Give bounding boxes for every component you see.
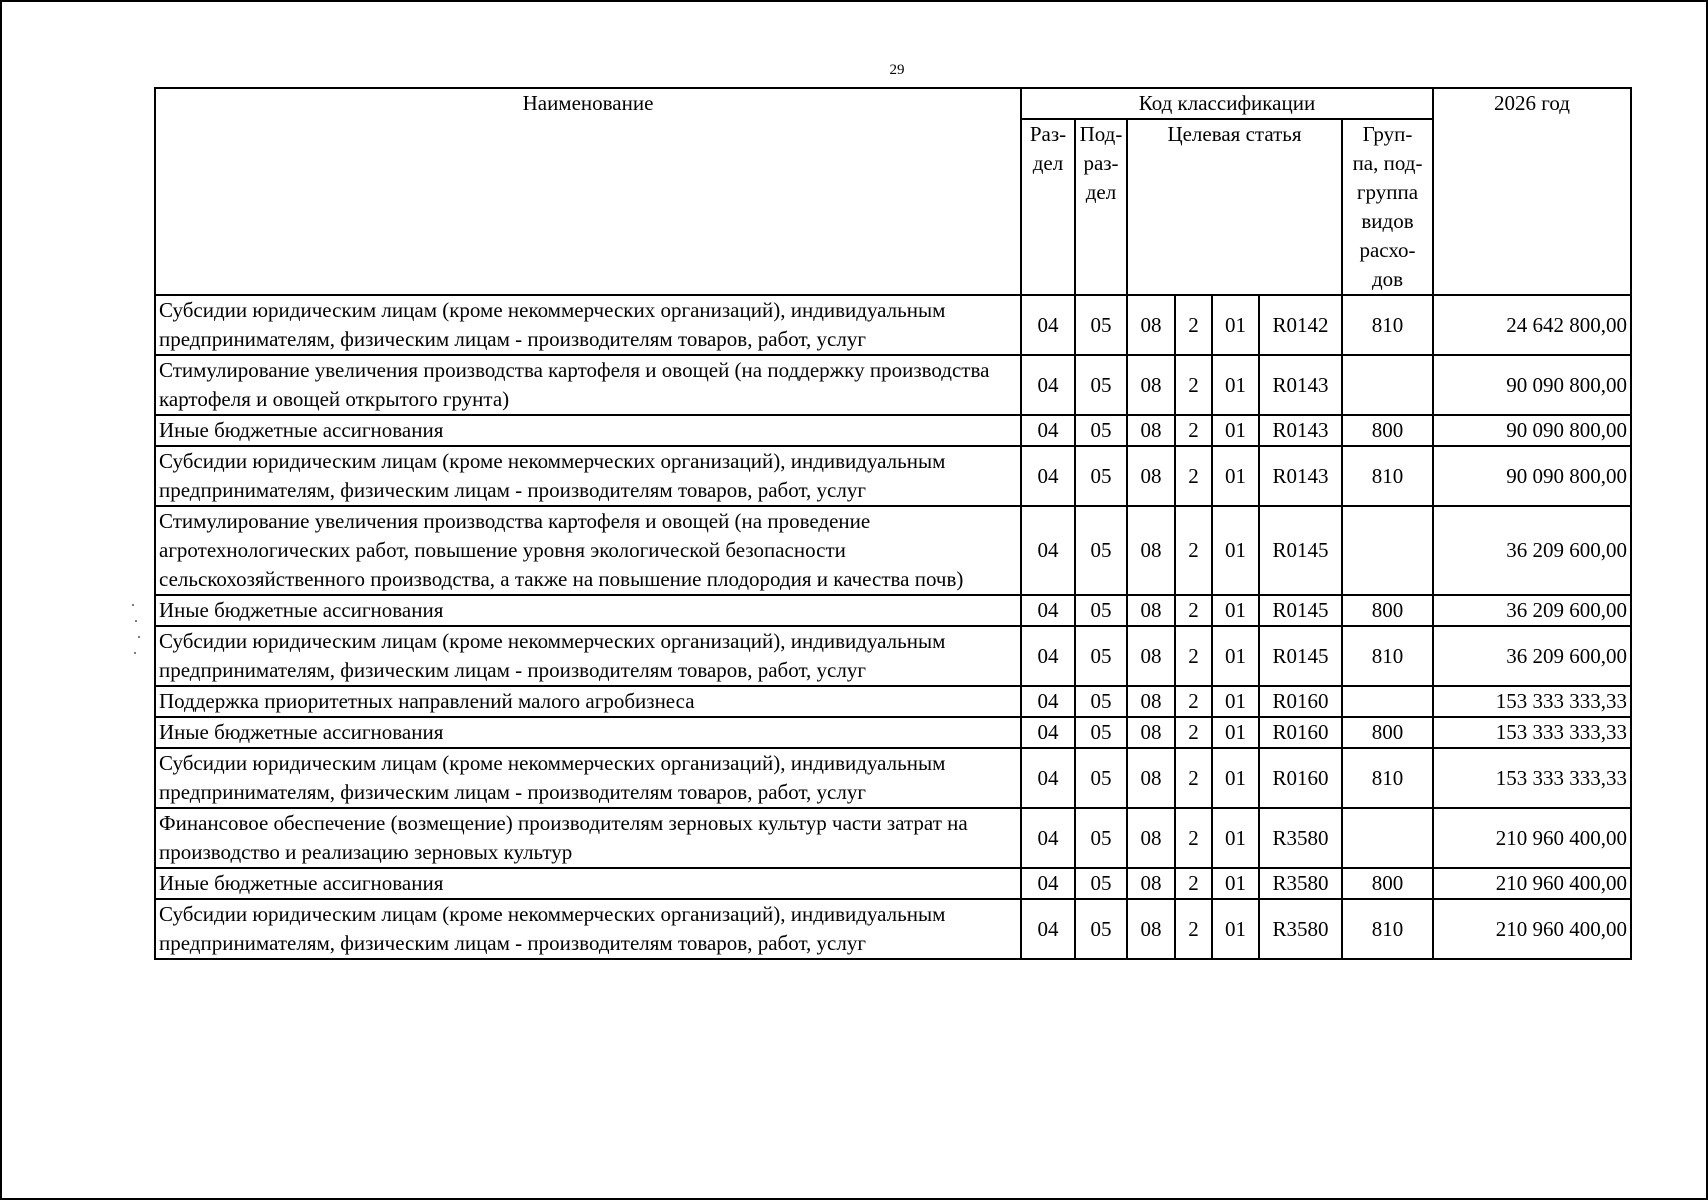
amount-2026-cell: 210 960 400,00 bbox=[1433, 868, 1631, 899]
row-name: Иные бюджетные ассигнования bbox=[155, 717, 1021, 748]
program-code-cell: 08 bbox=[1127, 595, 1175, 626]
table-row bbox=[155, 748, 1631, 808]
table-row bbox=[155, 595, 1631, 626]
subprogram-code-cell: 2 bbox=[1175, 808, 1212, 868]
direction-code-cell: R0143 bbox=[1259, 355, 1342, 415]
razdel-cell: 04 bbox=[1021, 355, 1075, 415]
table-row bbox=[155, 506, 1631, 595]
table-row bbox=[155, 899, 1631, 959]
amount-2026-cell: 153 333 333,33 bbox=[1433, 748, 1631, 808]
program-code-cell: 08 bbox=[1127, 506, 1175, 595]
activity-code-cell: 01 bbox=[1212, 595, 1259, 626]
row-name: Субсидии юридическим лицам (кроме некоммерческих организаций), индивидуальным предпринимателям, физическим лицам - производителям товаров, работ, услуг bbox=[155, 748, 1021, 808]
razdel-cell: 04 bbox=[1021, 506, 1075, 595]
expense-type-cell bbox=[1342, 686, 1433, 717]
podrazdel-cell: 05 bbox=[1075, 686, 1127, 717]
program-code-cell: 08 bbox=[1127, 868, 1175, 899]
table-header bbox=[155, 88, 1631, 295]
header-gruppa-vidov-raskhodov: Груп- па, под- группа видов расхо- дов bbox=[1342, 119, 1433, 295]
subprogram-code-cell: 2 bbox=[1175, 626, 1212, 686]
amount-2026-cell: 210 960 400,00 bbox=[1433, 808, 1631, 868]
direction-code-cell: R0160 bbox=[1259, 748, 1342, 808]
expense-type-cell: 800 bbox=[1342, 717, 1433, 748]
row-name: Иные бюджетные ассигнования bbox=[155, 868, 1021, 899]
expense-type-cell bbox=[1342, 808, 1433, 868]
activity-code-cell: 01 bbox=[1212, 899, 1259, 959]
razdel-cell: 04 bbox=[1021, 808, 1075, 868]
podrazdel-cell: 05 bbox=[1075, 868, 1127, 899]
razdel-cell: 04 bbox=[1021, 717, 1075, 748]
podrazdel-cell: 05 bbox=[1075, 595, 1127, 626]
row-name: Иные бюджетные ассигнования bbox=[155, 415, 1021, 446]
subprogram-code-cell: 2 bbox=[1175, 295, 1212, 355]
amount-2026-cell: 90 090 800,00 bbox=[1433, 415, 1631, 446]
subprogram-code-cell: 2 bbox=[1175, 595, 1212, 626]
scan-artifact bbox=[130, 602, 142, 662]
direction-code-cell: R3580 bbox=[1259, 899, 1342, 959]
table-row bbox=[155, 808, 1631, 868]
amount-2026-cell: 153 333 333,33 bbox=[1433, 717, 1631, 748]
header-podrazdel: Под- раз- дел bbox=[1075, 119, 1127, 295]
podrazdel-cell: 05 bbox=[1075, 717, 1127, 748]
activity-code-cell: 01 bbox=[1212, 446, 1259, 506]
subprogram-code-cell: 2 bbox=[1175, 355, 1212, 415]
table-row bbox=[155, 415, 1631, 446]
program-code-cell: 08 bbox=[1127, 748, 1175, 808]
table-body bbox=[155, 295, 1631, 959]
podrazdel-cell: 05 bbox=[1075, 899, 1127, 959]
razdel-cell: 04 bbox=[1021, 868, 1075, 899]
podrazdel-cell: 05 bbox=[1075, 626, 1127, 686]
expense-type-cell: 810 bbox=[1342, 748, 1433, 808]
amount-2026-cell: 90 090 800,00 bbox=[1433, 446, 1631, 506]
activity-code-cell: 01 bbox=[1212, 717, 1259, 748]
header-celevaya-statya: Целевая статья bbox=[1127, 119, 1342, 295]
activity-code-cell: 01 bbox=[1212, 355, 1259, 415]
program-code-cell: 08 bbox=[1127, 626, 1175, 686]
budget-table bbox=[154, 87, 1632, 960]
podrazdel-cell: 05 bbox=[1075, 748, 1127, 808]
page-number: 29 bbox=[889, 62, 905, 78]
row-name: Иные бюджетные ассигнования bbox=[155, 595, 1021, 626]
table-row bbox=[155, 446, 1631, 506]
razdel-cell: 04 bbox=[1021, 415, 1075, 446]
amount-2026-cell: 36 209 600,00 bbox=[1433, 626, 1631, 686]
activity-code-cell: 01 bbox=[1212, 868, 1259, 899]
subprogram-code-cell: 2 bbox=[1175, 717, 1212, 748]
table-row bbox=[155, 626, 1631, 686]
direction-code-cell: R0160 bbox=[1259, 717, 1342, 748]
program-code-cell: 08 bbox=[1127, 446, 1175, 506]
activity-code-cell: 01 bbox=[1212, 415, 1259, 446]
razdel-cell: 04 bbox=[1021, 899, 1075, 959]
table-row bbox=[155, 868, 1631, 899]
expense-type-cell: 800 bbox=[1342, 415, 1433, 446]
podrazdel-cell: 05 bbox=[1075, 446, 1127, 506]
row-name: Поддержка приоритетных направлений малого агробизнеса bbox=[155, 686, 1021, 717]
program-code-cell: 08 bbox=[1127, 355, 1175, 415]
row-name: Стимулирование увеличения производства картофеля и овощей (на поддержку производства картофеля и овощей открытого грунта) bbox=[155, 355, 1021, 415]
subprogram-code-cell: 2 bbox=[1175, 506, 1212, 595]
program-code-cell: 08 bbox=[1127, 415, 1175, 446]
activity-code-cell: 01 bbox=[1212, 626, 1259, 686]
expense-type-cell: 810 bbox=[1342, 446, 1433, 506]
row-name: Субсидии юридическим лицам (кроме некоммерческих организаций), индивидуальным предпринимателям, физическим лицам - производителям товаров, работ, услуг bbox=[155, 626, 1021, 686]
podrazdel-cell: 05 bbox=[1075, 355, 1127, 415]
podrazdel-cell: 05 bbox=[1075, 415, 1127, 446]
razdel-cell: 04 bbox=[1021, 686, 1075, 717]
direction-code-cell: R0143 bbox=[1259, 446, 1342, 506]
expense-type-cell bbox=[1342, 506, 1433, 595]
expense-type-cell: 810 bbox=[1342, 626, 1433, 686]
razdel-cell: 04 bbox=[1021, 295, 1075, 355]
subprogram-code-cell: 2 bbox=[1175, 415, 1212, 446]
program-code-cell: 08 bbox=[1127, 686, 1175, 717]
podrazdel-cell: 05 bbox=[1075, 295, 1127, 355]
row-name: Субсидии юридическим лицам (кроме некоммерческих организаций), индивидуальным предпринимателям, физическим лицам - производителям товаров, работ, услуг bbox=[155, 295, 1021, 355]
amount-2026-cell: 210 960 400,00 bbox=[1433, 899, 1631, 959]
podrazdel-cell: 05 bbox=[1075, 506, 1127, 595]
row-name: Финансовое обеспечение (возмещение) производителям зерновых культур части затрат на производство и реализацию зерновых культур bbox=[155, 808, 1021, 868]
direction-code-cell: R3580 bbox=[1259, 808, 1342, 868]
activity-code-cell: 01 bbox=[1212, 686, 1259, 717]
row-name: Субсидии юридическим лицам (кроме некоммерческих организаций), индивидуальным предпринимателям, физическим лицам - производителям товаров, работ, услуг bbox=[155, 446, 1021, 506]
program-code-cell: 08 bbox=[1127, 295, 1175, 355]
table-row bbox=[155, 717, 1631, 748]
direction-code-cell: R0142 bbox=[1259, 295, 1342, 355]
activity-code-cell: 01 bbox=[1212, 808, 1259, 868]
direction-code-cell: R0145 bbox=[1259, 506, 1342, 595]
header-year: 2026 год bbox=[1433, 88, 1631, 295]
razdel-cell: 04 bbox=[1021, 595, 1075, 626]
subprogram-code-cell: 2 bbox=[1175, 868, 1212, 899]
amount-2026-cell: 24 642 800,00 bbox=[1433, 295, 1631, 355]
direction-code-cell: R3580 bbox=[1259, 868, 1342, 899]
podrazdel-cell: 05 bbox=[1075, 808, 1127, 868]
amount-2026-cell: 153 333 333,33 bbox=[1433, 686, 1631, 717]
activity-code-cell: 01 bbox=[1212, 295, 1259, 355]
expense-type-cell: 810 bbox=[1342, 899, 1433, 959]
table-row bbox=[155, 686, 1631, 717]
subprogram-code-cell: 2 bbox=[1175, 446, 1212, 506]
amount-2026-cell: 90 090 800,00 bbox=[1433, 355, 1631, 415]
header-classification: Код классификации bbox=[1021, 88, 1433, 119]
direction-code-cell: R0145 bbox=[1259, 626, 1342, 686]
header-name: Наименование bbox=[155, 88, 1021, 295]
amount-2026-cell: 36 209 600,00 bbox=[1433, 595, 1631, 626]
program-code-cell: 08 bbox=[1127, 899, 1175, 959]
row-name: Стимулирование увеличения производства картофеля и овощей (на проведение агротехнологических работ, повышение уровня экологической безопасности сельскохозяйственного производства, а также на повышение плодородия и качества почв) bbox=[155, 506, 1021, 595]
razdel-cell: 04 bbox=[1021, 626, 1075, 686]
direction-code-cell: R0160 bbox=[1259, 686, 1342, 717]
activity-code-cell: 01 bbox=[1212, 748, 1259, 808]
subprogram-code-cell: 2 bbox=[1175, 686, 1212, 717]
subprogram-code-cell: 2 bbox=[1175, 899, 1212, 959]
header-razdel: Раз- дел bbox=[1021, 119, 1075, 295]
razdel-cell: 04 bbox=[1021, 748, 1075, 808]
program-code-cell: 08 bbox=[1127, 717, 1175, 748]
subprogram-code-cell: 2 bbox=[1175, 748, 1212, 808]
direction-code-cell: R0143 bbox=[1259, 415, 1342, 446]
amount-2026-cell: 36 209 600,00 bbox=[1433, 506, 1631, 595]
row-name: Субсидии юридическим лицам (кроме некоммерческих организаций), индивидуальным предпринимателям, физическим лицам - производителям товаров, работ, услуг bbox=[155, 899, 1021, 959]
expense-type-cell: 800 bbox=[1342, 868, 1433, 899]
direction-code-cell: R0145 bbox=[1259, 595, 1342, 626]
expense-type-cell bbox=[1342, 355, 1433, 415]
razdel-cell: 04 bbox=[1021, 446, 1075, 506]
table-row bbox=[155, 355, 1631, 415]
activity-code-cell: 01 bbox=[1212, 506, 1259, 595]
table-row bbox=[155, 295, 1631, 355]
program-code-cell: 08 bbox=[1127, 808, 1175, 868]
expense-type-cell: 810 bbox=[1342, 295, 1433, 355]
expense-type-cell: 800 bbox=[1342, 595, 1433, 626]
